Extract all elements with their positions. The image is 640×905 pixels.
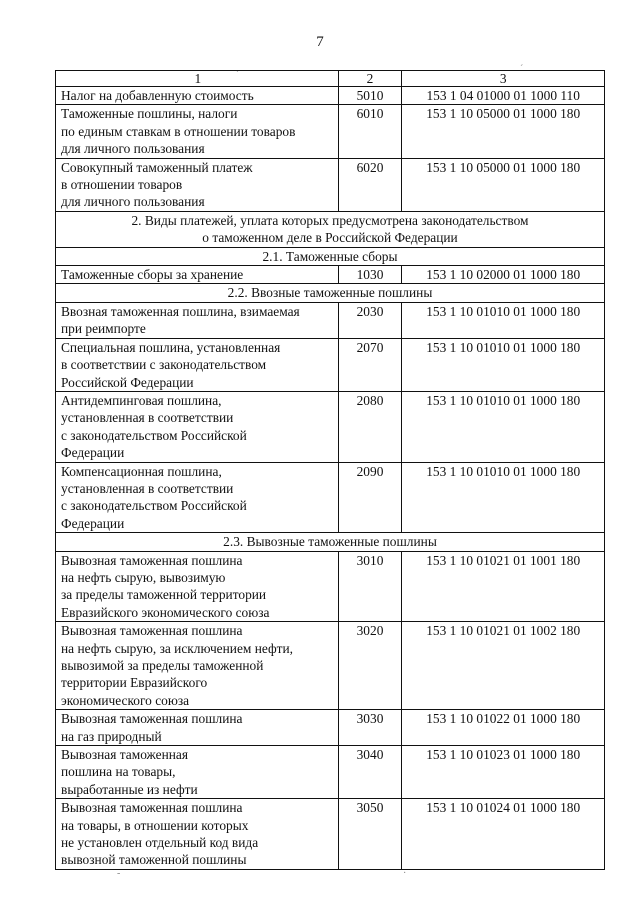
payment-type-code: 2030 xyxy=(338,302,402,338)
payment-name-line: территории Евразийского xyxy=(61,675,208,691)
payment-name-cell xyxy=(56,551,339,622)
payment-name-line: установленная в соответствии xyxy=(61,480,234,496)
payment-name-line: с законодательством Российской xyxy=(61,498,247,514)
scan-mark: ´ xyxy=(236,70,240,81)
payment-name-line: Вывозная таможенная пошлина xyxy=(61,800,243,816)
table-header-row xyxy=(56,71,605,87)
payment-name-line: Компенсационная пошлина, xyxy=(61,463,222,479)
payment-name-line: Вывозная таможенная пошлина xyxy=(61,711,243,727)
section-heading-line: 2. Виды платежей, уплата которых предусмотрена законодательством xyxy=(131,212,529,228)
scan-mark: · xyxy=(403,868,407,879)
payment-name-line: для личного пользования xyxy=(61,194,205,210)
scan-mark: - xyxy=(117,868,121,879)
table-row xyxy=(56,799,605,870)
table-row xyxy=(56,266,605,284)
payment-name-cell xyxy=(56,799,339,870)
budget-classification-code: 153 1 10 01010 01 1000 180 xyxy=(402,338,605,391)
payment-name-line: при реимпорте xyxy=(61,321,146,337)
budget-classification-code: 153 1 10 01010 01 1000 180 xyxy=(402,302,605,338)
table-row xyxy=(56,462,605,533)
payment-name-cell xyxy=(56,622,339,710)
section-heading xyxy=(56,284,605,302)
budget-classification-code: 153 1 10 02000 01 1000 180 xyxy=(402,266,605,284)
payment-name-line: Таможенные пошлины, налоги xyxy=(61,106,238,122)
payment-name-line: Таможенные сборы за хранение xyxy=(61,267,244,283)
section-row xyxy=(56,247,605,265)
payment-name-cell xyxy=(56,87,339,105)
payment-name-line: на нефть сырую, за исключением нефти, xyxy=(61,640,294,656)
payment-name-cell xyxy=(56,105,339,158)
payment-type-code: 3020 xyxy=(338,622,402,710)
payment-name-line: Российской Федерации xyxy=(61,374,194,390)
payment-name-line: Ввозная таможенная пошлина, взимаемая xyxy=(61,303,300,319)
section-heading xyxy=(56,533,605,551)
table-body xyxy=(56,71,605,870)
section-row xyxy=(56,284,605,302)
payment-name-cell xyxy=(56,746,339,799)
payment-name-cell xyxy=(56,266,339,284)
payment-name-line: Специальная пошлина, установленная xyxy=(61,339,281,355)
section-heading xyxy=(56,247,605,265)
section-heading-line: 2.1. Таможенные сборы xyxy=(262,248,398,264)
budget-classification-code: 153 1 10 01021 01 1001 180 xyxy=(402,551,605,622)
payment-name-cell xyxy=(56,462,339,533)
payment-name-line: пошлина на товары, xyxy=(61,764,176,780)
payment-name-line: Федерации xyxy=(61,445,125,461)
payment-name-line: Совокупный таможенный платеж xyxy=(61,159,253,175)
payment-name-line: в отношении товаров xyxy=(61,177,183,193)
payment-type-code: 3010 xyxy=(338,551,402,622)
page-number: 7 xyxy=(316,34,324,50)
budget-classification-code: 153 1 10 01023 01 1000 180 xyxy=(402,746,605,799)
table-row xyxy=(56,338,605,391)
budget-classification-code: 153 1 10 01010 01 1000 180 xyxy=(402,462,605,533)
table-row xyxy=(56,158,605,211)
budget-classification-code: 153 1 10 05000 01 1000 180 xyxy=(402,105,605,158)
payment-type-code: 2090 xyxy=(338,462,402,533)
section-row xyxy=(56,533,605,551)
payment-name-line: вывозимой за пределы таможенной xyxy=(61,658,264,673)
payment-name-line: не установлен отдельный код вида xyxy=(61,835,259,851)
payment-name-line: Вывозная таможенная xyxy=(61,747,189,763)
payment-name-line: вывозной таможенной пошлины xyxy=(61,852,247,868)
table-row xyxy=(56,710,605,746)
table-row xyxy=(56,746,605,799)
payment-name-line: на газ природный xyxy=(61,728,162,744)
budget-classification-code: 153 1 10 01010 01 1000 180 xyxy=(402,391,605,462)
payment-name-line: в соответствии с законодательством xyxy=(61,357,267,373)
payment-name-cell xyxy=(56,338,339,391)
table-row xyxy=(56,302,605,338)
payment-name-line: для личного пользования xyxy=(61,141,205,157)
payment-name-line: с законодательством Российской xyxy=(61,427,247,443)
section-heading xyxy=(56,211,605,247)
table-row xyxy=(56,87,605,105)
payment-name-line: за пределы таможенной территории xyxy=(61,587,267,603)
payment-name-cell xyxy=(56,710,339,746)
payment-type-code: 3030 xyxy=(338,710,402,746)
payment-name-cell xyxy=(56,391,339,462)
payment-name-cell xyxy=(56,158,339,211)
payment-name-line: Налог на добавленную стоимость xyxy=(61,88,254,103)
section-row xyxy=(56,211,605,247)
payment-name-line: на товары, в отношении которых xyxy=(61,817,249,833)
payment-codes-table xyxy=(55,70,605,870)
budget-classification-code: 153 1 10 05000 01 1000 180 xyxy=(402,158,605,211)
header-cell: 2 xyxy=(338,71,402,87)
payment-type-code: 1030 xyxy=(338,266,402,284)
table-row xyxy=(56,622,605,710)
payment-name-line: Евразийского экономического союза xyxy=(61,604,270,620)
budget-classification-code: 153 1 10 01024 01 1000 180 xyxy=(402,799,605,870)
header-cell: 1 xyxy=(56,71,339,87)
payment-type-code: 3040 xyxy=(338,746,402,799)
budget-classification-code: 153 1 10 01022 01 1000 180 xyxy=(402,710,605,746)
payment-name-line: экономического союза xyxy=(61,692,190,708)
table-row xyxy=(56,391,605,462)
budget-classification-code: 153 1 04 01000 01 1000 110 xyxy=(402,87,605,105)
payment-name-line: выработанные из нефти xyxy=(61,781,198,797)
table-row xyxy=(56,105,605,158)
payment-type-code: 6020 xyxy=(338,158,402,211)
table-row xyxy=(56,551,605,622)
payment-name-line: Антидемпинговая пошлина, xyxy=(61,392,222,408)
payment-name-cell xyxy=(56,302,339,338)
payment-name-line: по единым ставкам в отношении товаров xyxy=(61,123,296,139)
budget-classification-code: 153 1 10 01021 01 1002 180 xyxy=(402,622,605,710)
section-heading-line: о таможенном деле в Российской Федерации xyxy=(202,230,458,246)
header-cell: 3 xyxy=(402,71,605,87)
payment-type-code: 6010 xyxy=(338,105,402,158)
section-heading-line: 2.3. Вывозные таможенные пошлины xyxy=(223,534,437,550)
payment-name-line: установленная в соответствии xyxy=(61,410,234,426)
payment-type-code: 2080 xyxy=(338,391,402,462)
payment-name-line: Федерации xyxy=(61,515,125,531)
payment-name-line: Вывозная таможенная пошлина xyxy=(61,623,243,639)
scan-mark: ˊ xyxy=(520,64,524,75)
payment-name-line: на нефть сырую, вывозимую xyxy=(61,569,226,585)
section-heading-line: 2.2. Ввозные таможенные пошлины xyxy=(227,285,433,301)
payment-type-code: 2070 xyxy=(338,338,402,391)
payment-type-code: 3050 xyxy=(338,799,402,870)
payment-name-line: Вывозная таможенная пошлина xyxy=(61,552,243,568)
payment-type-code: 5010 xyxy=(338,87,402,105)
